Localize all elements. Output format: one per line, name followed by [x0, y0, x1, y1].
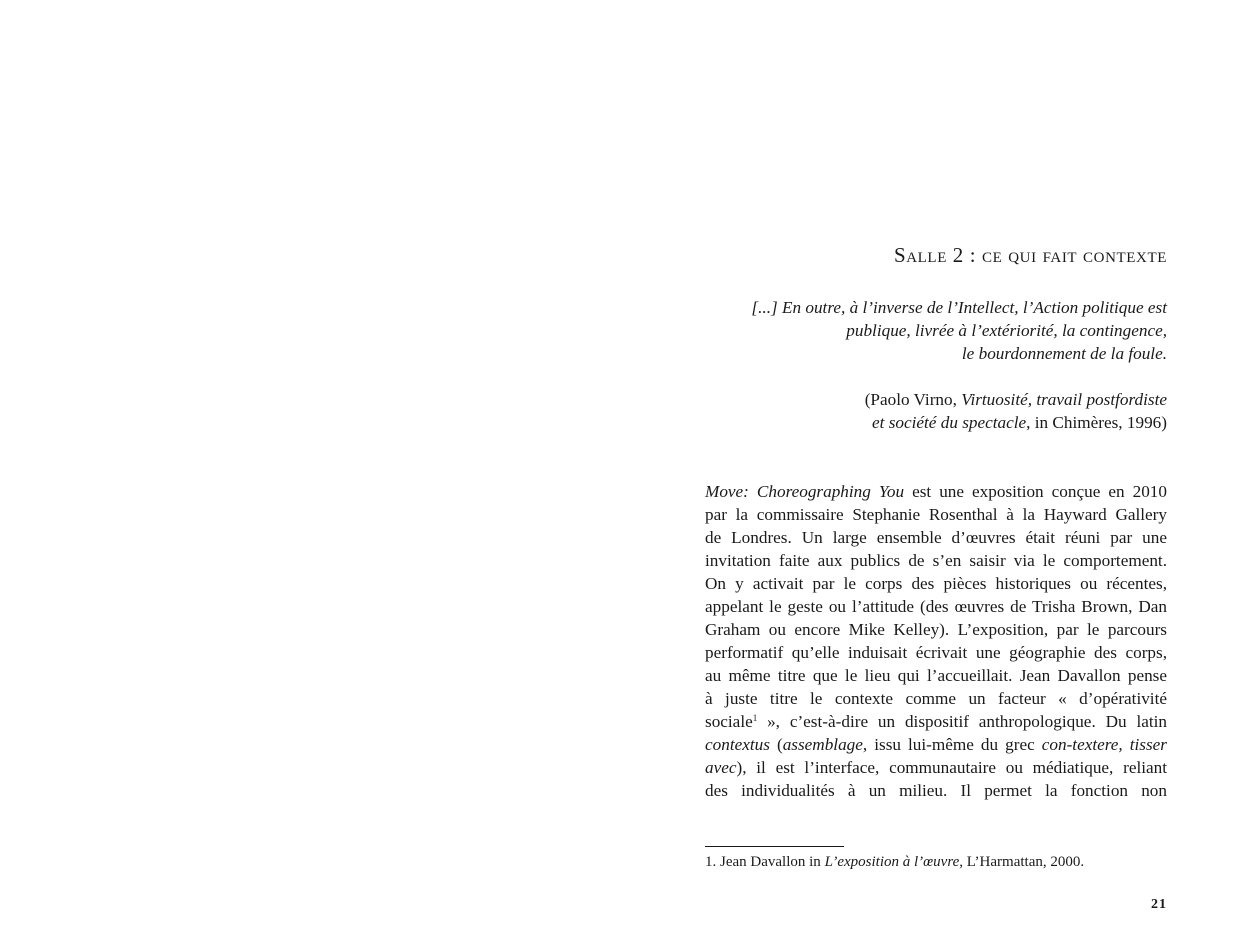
body-line: On y activait par le corps des pièces historiques ou récentes,	[705, 574, 1167, 593]
epigraph-line: publique, livrée à l’extériorité, la contingence,	[846, 321, 1167, 340]
epigraph-citation	[865, 388, 1167, 434]
epigraph-line: le bourdonnement de la foule.	[961, 344, 1167, 363]
body-line: appelant le geste ou l’attitude (des œuvres de Trisha Brown, Dan	[705, 597, 1167, 616]
epigraph-line: [...] En outre, à l’inverse de l’Intellect, l’Action politique est	[751, 298, 1167, 317]
body-line: par la commissaire Stephanie Rosenthal à la Hayward Gallery	[705, 505, 1167, 524]
body-line: de Londres. Un large ensemble d’œuvres était réuni par une	[705, 528, 1167, 547]
citation-line: et société du spectacle, in Chimères, 1996)	[872, 413, 1167, 432]
body-line: à juste titre le contexte comme un facteur « d’opérativité	[705, 689, 1167, 708]
body-line: au même titre que le lieu qui l’accueillait. Jean Davallon pense	[705, 666, 1167, 685]
body-line: avec), il est l’interface, communautaire ou médiatique, reliant	[705, 758, 1167, 777]
body-paragraph	[705, 480, 1167, 802]
footnote-divider	[705, 846, 844, 847]
right-page	[705, 0, 1167, 949]
body-line: Graham ou encore Mike Kelley). L’exposition, par le parcours	[705, 620, 1167, 639]
body-line: sociale$^1$ », c’est-à-dire un dispositif anthropologique. Du latin	[705, 712, 1167, 731]
body-line: invitation faite aux publics de s’en saisir via le comportement.	[705, 551, 1167, 570]
page-number: 21	[1151, 897, 1167, 912]
body-line: Move: Choreographing You est une exposition conçue en 2010	[705, 482, 1167, 501]
footnote: 1. Jean Davallon in L’exposition à l’œuvre, L’Harmattan, 2000.	[705, 854, 1085, 870]
body-line: des individualités à un milieu. Il permet la fonction non	[705, 781, 1167, 800]
footnote-ref: 1	[752, 713, 758, 723]
section-title: Salle 2 : ce qui fait contexte	[893, 243, 1167, 267]
body-line: contextus (assemblage, issu lui-même du grec con-textere, tisser	[705, 735, 1167, 754]
citation-line: (Paolo Virno, Virtuosité, travail postfordiste	[864, 390, 1167, 409]
body-line: performatif qu’elle induisait écrivait une géographie des corps,	[705, 643, 1167, 662]
footnote-number: 1.	[705, 854, 717, 870]
epigraph-quote	[751, 296, 1167, 365]
